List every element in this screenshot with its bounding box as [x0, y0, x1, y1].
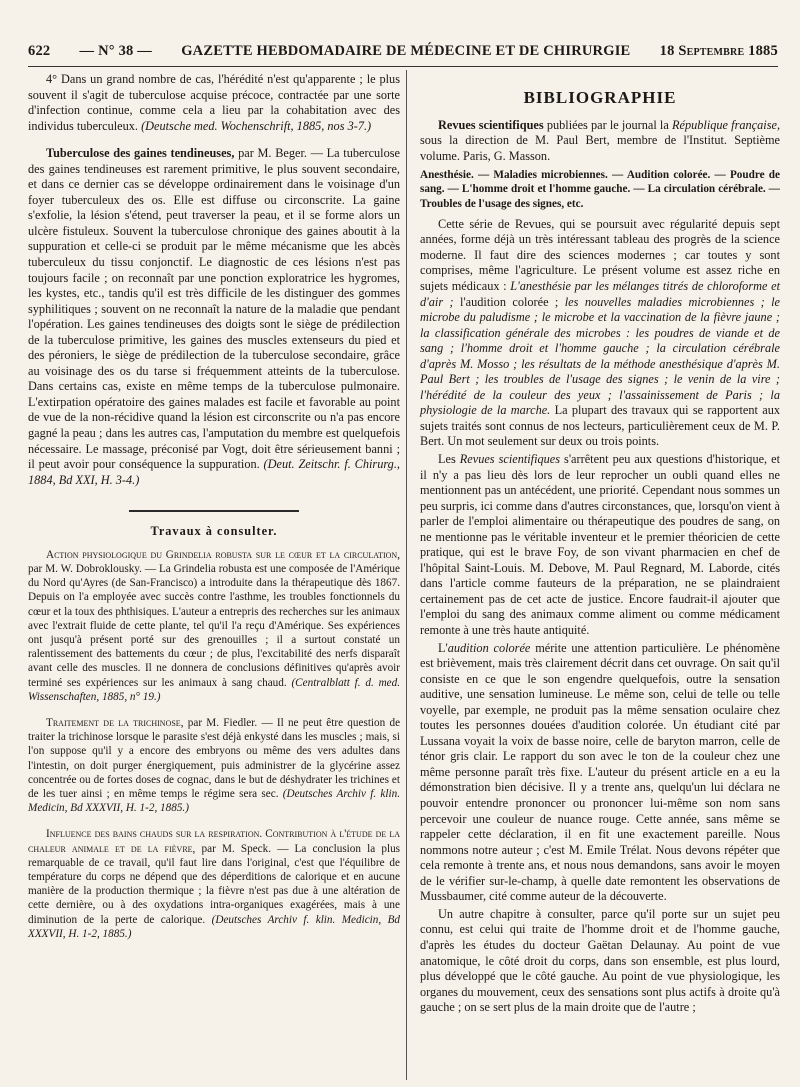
- right-column: [420, 72, 780, 1018]
- issue-number: — N° 38 —: [79, 42, 152, 59]
- journal-title: GAZETTE HEBDOMADAIRE DE MÉDECINE ET DE CHIRURGIE: [181, 42, 631, 59]
- warm-baths-article: [28, 827, 400, 941]
- grindelia-text: — La Grindelia robusta est une composée de l'Amérique du Nord qu'Ayres (de San-Francisco) a introduite dans la thérapeutique dès 1867. Depuis on l'a employée avec succès contre l'asthme, les troubles fonctionnels du cœur et la toux des phthisiques. L'auteur a entrepris des recherches sur les animaux avec l'extrait fluide de cette plante, tel qu'il l'a reçu d'Amérique. Ses expériences ont jusqu'à présent porté sur des grenouilles ; il a surtout constaté un ralentissement des battements du cœur ; de plus, l'excitabilité des nerfs disparaît avant celle des muscles. Il ne donnera de conclusions définitives qu'après avoir terminé ses expériences sur les animaux à sang chaud.: [28, 562, 400, 689]
- section-divider: [129, 510, 299, 512]
- review-paragraph-3: L'audition colorée mérite une attention particulière. Le phénomène est brièvement, mais très clairement décrit dans cet ouvrage. On sait qu'il consiste en ce que le son engendre quelquefois, outre la sensation auditive, une sensation lumineuse. Le même son, celui de telle ou telle voyelle, par exemple, ne produit pas la même sensation oculaire chez toutes les personnes douées d'audition colorée. Un étudiant cité par Lussana voyait la voix de basse noire, celle de baryton marron, celle de ténor gris clair. Le rapport du son avec le ton de la couleur chez une même personne paraît très fixe. L'auteur du présent article en a eu la démonstration bien décisive. Il y a trente ans, quelqu'un lui déclara ne pouvoir entendre prononcer ou prononcer lui-même son nom sans percevoir une couleur de nuance rouge. Cette année, sans même se rappeler cette déclaration, il en fit une exactement pareille. Nous nommons notre auteur ; c'est M. Emile Trélat. Nous devons répéter que cela remonte à trente ans, et nous nous demandons, sans avoir le moyen de le vérifier sur-le-champ, à quelle date remontent les observations de Mussbaumer, cité comme auteur de la découverte.: [420, 640, 780, 904]
- grindelia-reference: (Centralblatt f. d. med. Wissenschaften, 1885, n° 19.): [28, 676, 401, 703]
- review-contents: Anesthésie. — Maladies microbiennes. — Audition colorée. — Poudre de sang. — L'homme droit et l'homme gauche. — La circulation cérébrale. — Troubles de l'usage des signes, etc.: [420, 169, 780, 210]
- heredity-paragraph: 4° Dans un grand nombre de cas, l'hérédité n'est qu'apparente ; le plus souvent il s'agit de tuberculose acquise précoce, contractée par une sorte d'infection continue, comme cela a lieu par la cohabitation avec des individus tuberculeux. (Deutsche med. Wochenschrift, 1885, nos 3-7.): [28, 72, 400, 133]
- tendon-sheath-text: — La tuberculose des gaines tendineuses est rarement primitive, le plus souvent secondaire, et dans ce dernier cas se développe ordinairement dans le voisinage d'un foyer tuberculeux des os. Elle est diffuse ou circonscrite. La gaine s'exfolie, la lésion s'étend, peut traverser la peau, et il se forme alors un ulcère fistuleux. Souvent la tuberculose chronique des gaines aboutit à la suppuration et celle-ci se produit par le même mécanisme que les abcès tuberculeux du tissu conjonctif. Le diagnostic de ces lésions n'est pas toujours facile ; on reconnaît par une ponction exploratrice les hygromes, les kystes, etc., tandis qu'il est très difficile de les distinguer des gommes syphilitiques ; souvent on ne reconnaît la nature de la maladie que pendant l'opération. Les gaines tendineuses des doigts sont le siège de prédilection de la tuberculose primitive, les gaines des muscles extenseurs du pied et des péroniers, le siège de prédilection de la tuberculose secondaire, grâce au voisinage des os du tarse si fréquemment atteints de la tuberculose. Dans certains cas, existe en même temps de la tuberculose pulmonaire. L'extirpation opératoire des gaines malades est facile et favorable au point de vue de la non-récidive quand la lésion est circonscrite ou n'a pas encore gagné la peau ; dans les autres cas, l'amputation du membre est quelquefois nécessaire. Le massage, préconisé par Vogt, doit être sérieusement banni ; il peut avoir pour conséquence la suppuration.: [28, 146, 400, 472]
- review-citation: Revues scientifiques publiées par le journal la République française, sous la direction de M. Paul Bert, membre de l'Institut. Septième volume. Paris, G. Masson.: [420, 117, 781, 163]
- trichinosis-title: Traitement de la trichinose,: [46, 717, 184, 729]
- review-journal: République française,: [672, 117, 781, 132]
- page-header: [28, 38, 778, 64]
- page-number: 622: [28, 42, 51, 59]
- warm-baths-author: par M. Speck.: [201, 842, 272, 855]
- header-rule: [28, 66, 778, 67]
- trichinosis-reference: (Deutsches Archiv f. klin. Medicin, Bd XXXVII, H. 1-2, 1885.): [28, 788, 400, 815]
- grindelia-title: Action physiologique du Grindelia robusta sur le cœur et la circulation,: [46, 548, 400, 561]
- review-paragraph-2: Les Revues scientifiques s'arrêtent peu aux questions d'historique, et il n'y a pas lieu dès lors de leur reprocher un oubli quand elles ne mentionnent pas un antécédent, une priorité. Cependant nous sommes un peu surpris, ici comme dans d'autres circonstances, que, lorsqu'on vient à parler de l'emploi alimentaire ou thérapeutique des poudres de sang, on ne mentionne pas le véritable inventeur et le premier théoricien de cette pratique, qui est le brave Foy, de son vivant pharmacien en chef de l'hôpital Saint-Louis. M. Debove, M. Paul Regnard, M. Laborde, cités dans l'article comme fauteurs de la préparation, ne se plaindraient certainement pas de cet acte de justice. Encore faudrait-il ajouter que l'emploi du sang des animaux comme aliment ou comme médicament remonte à une très haute antiquité.: [420, 452, 780, 638]
- grindelia-author: par M. W. Dobroklousky.: [28, 562, 142, 575]
- bibliography-title: BIBLIOGRAPHIE: [523, 88, 677, 107]
- tendon-sheath-author: par M. Beger.: [238, 146, 307, 161]
- review-title: Revues scientifiques: [438, 117, 544, 132]
- heredity-reference: (Deutsche med. Wochenschrift, 1885, nos 3-7.): [141, 118, 372, 133]
- left-column: [28, 72, 400, 943]
- warm-baths-text: — La conclusion la plus remarquable de ce travail, qu'il faut lire dans l'original, c'est que l'équilibre de température du corps ne dépend que des déperditions de calorique et en aucune manière de la production thermique ; la fièvre n'est pas due à une altération de cette dernière, ou à des oxydations intra-organiques exagérées, mais à une diminution de la perte de calorique.: [28, 842, 401, 926]
- review-paragraph-4: Un autre chapitre à consulter, parce qu'il porte sur un sujet peu connu, est celui qui traite de l'homme droit et de l'homme gauche, d'après les études du docteur Gaëtan Delaunay. Au point de vue anatomique, le côté droit du corps, dans son ensemble, est plus lourd, plus développé que le côté gauche. Au point de vue physiologique, les organes du mouvement, ceux des sensations sont plus actifs à droite qu'à gauche ; on se sert plus de la main droite que de l'autre ;: [420, 906, 780, 1015]
- trichinosis-author: par M. Fiedler.: [187, 717, 258, 729]
- warm-baths-title: Influence des bains chauds sur la respiration. Contribution à l'étude de la chaleur animale et de la fièvre,: [28, 828, 400, 855]
- travaux-section-title: Travaux à consulter.: [150, 524, 278, 539]
- trichinosis-article: [28, 716, 400, 815]
- tendon-sheath-reference: (Deut. Zeitschr. f. Chirurg., 1884, Bd XXI, H. 3-4.): [28, 457, 400, 487]
- column-rule: [406, 70, 407, 1080]
- grindelia-article: [28, 548, 400, 704]
- issue-date: 18 Septembre 1885: [659, 42, 778, 59]
- tendon-sheath-article: [28, 146, 400, 488]
- review-paragraph-1: Cette série de Revues, qui se poursuit avec régularité depuis sept années, forme déjà un très intéressant tableau des progrès de la science moderne. Il faut dire des sciences modernes ; car toutes y sont comprises, même l'agriculture. Le présent volume est assez riche en sujets médicaux : L'anesthésie par les mélanges titrés de chloroforme et d'air ; l'audition colorée ; les nouvelles maladies microbiennes ; le microbe du paludisme ; le microbe et la vaccination de la fièvre jaune ; la classification générale des microbes : les poudres de viande et de sang ; l'homme droit et l'homme gauche ; la circulation cérébrale d'après M. Mosso ; les résultats de la méthode anesthésique d'après M. Paul Bert ; les troubles de l'usage des signes ; le venin de la vire ; l'hérédité de la couleur des yeux ; l'assainissement de Paris ; la physiologie de la marche. La plupart des travaux qui se rapportent aux sujets traités sont connus de nos lecteurs, particulièrement ceux de M. P. Bert. Un mot seulement sur deux ou trois points.: [420, 216, 781, 449]
- trichinosis-text: — Il ne peut être question de traiter la trichinose lorsque le parasite s'est déjà enkysté dans les muscles ; mais, si l'on suppose qu'il y a encore des embryons ou même des vers adultes dans l'intestin, on doit purger énergiquement, puis administrer de la glycérine assez concentrée ou de fortes doses de cognac, dans le but de déshydrater les trichines et de les tuer ainsi ; en même temps le régime sera sec.: [28, 717, 401, 801]
- tendon-sheath-title: Tuberculose des gaines tendineuses,: [46, 146, 235, 161]
- warm-baths-reference: (Deutsches Archiv f. klin. Medicin, Bd XXXVII, H. 1-2, 1885.): [28, 913, 401, 940]
